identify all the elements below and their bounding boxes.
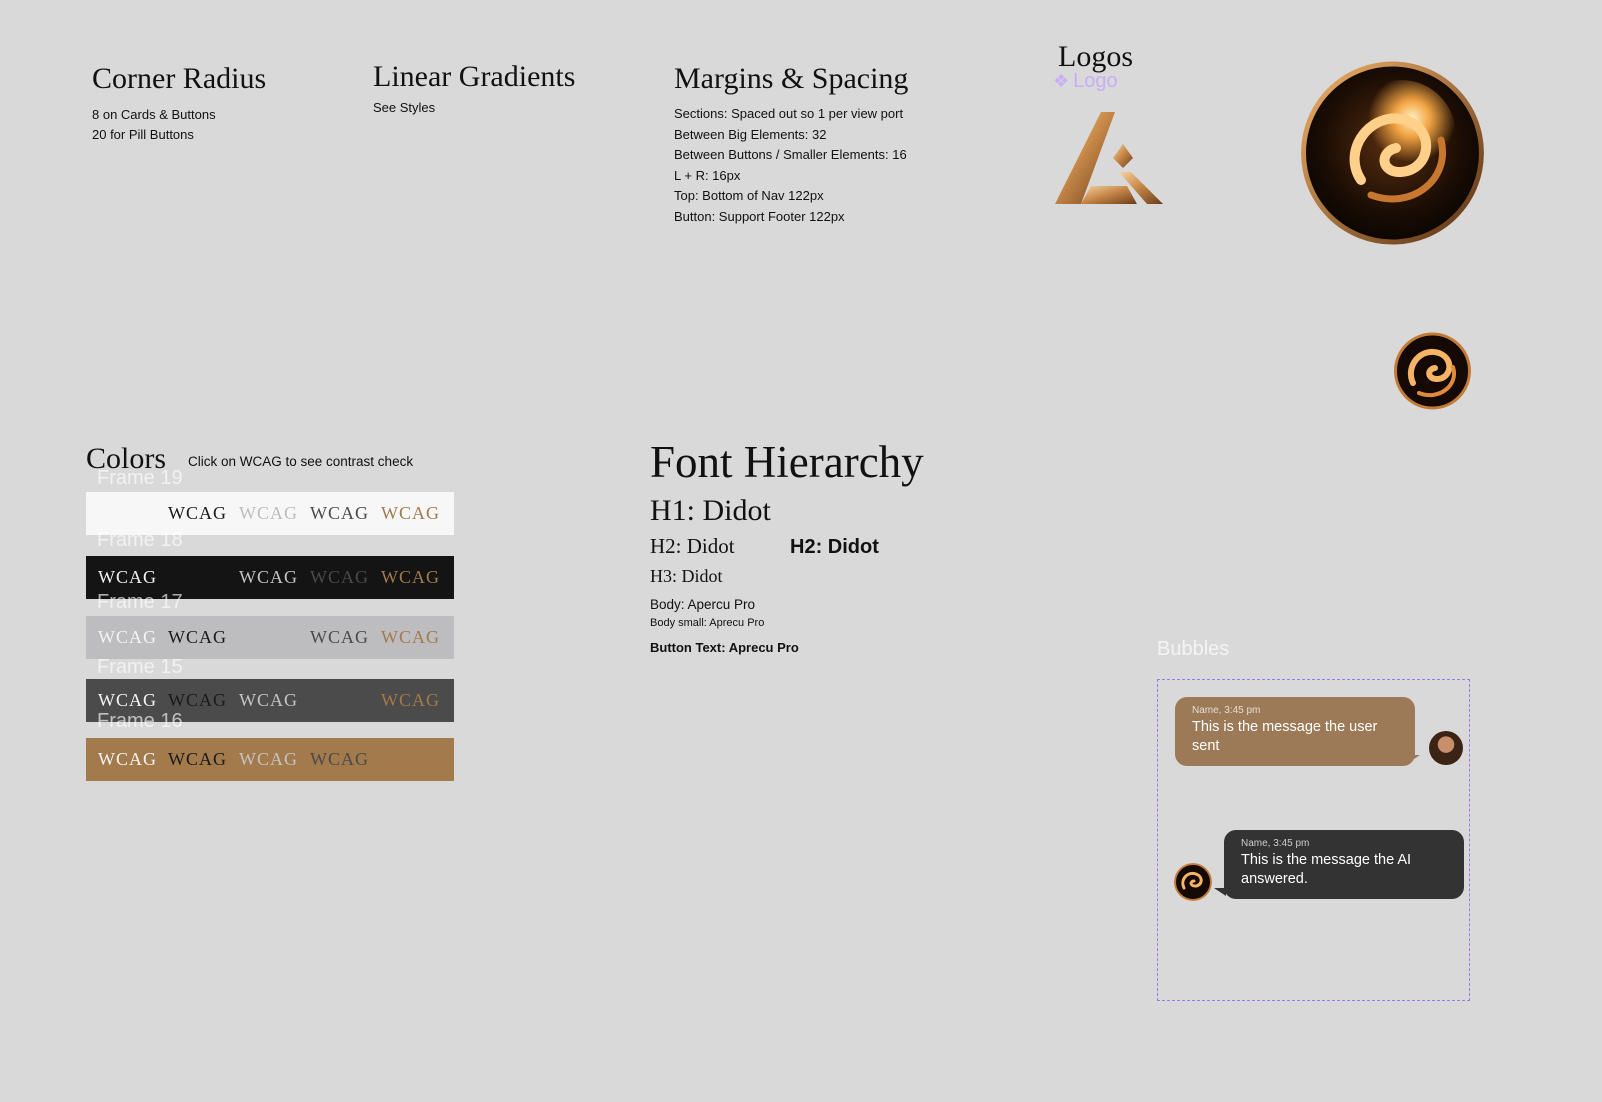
wcag-check[interactable]: WCAG [98,567,157,587]
wcag-check[interactable]: WCAG [381,627,440,647]
wcag-check[interactable]: WCAG [98,627,157,647]
wcag-check[interactable]: WCAG [239,749,298,769]
colors-hint: Click on WCAG to see contrast check [188,454,414,469]
frame-label: Frame 18 [97,529,183,551]
margins-line: L + R: 16px [674,167,741,183]
margins-notes [674,104,907,227]
body-sample: Body: Apercu Pro [650,597,756,612]
user-message-bubble [1175,697,1415,766]
bubbles-title: Bubbles [1157,638,1230,660]
corner-radius-notes [92,105,216,145]
corner-radius-title: Corner Radius [92,62,267,95]
margins-line: Between Buttons / Smaller Elements: 16 [674,147,907,162]
logos-title: Logos [1058,40,1133,73]
user-avatar[interactable] [1429,731,1463,765]
body-small-sample: Body small: Aprecu Pro [650,617,765,629]
colors-title: Colors [86,442,167,475]
swirl-orb-logo-small [1393,331,1472,411]
margins-line: Top: Bottom of Nav 122px [674,188,824,203]
logo-component-label[interactable] [1053,70,1118,93]
color-swatch-light-gray [86,616,454,659]
margins-line: Sections: Spaced out so 1 per view port [674,106,904,121]
wcag-check[interactable]: WCAG [168,503,227,523]
wcag-check[interactable]: WCAG [168,690,227,710]
font-hierarchy-title: Font Hierarchy [650,437,924,487]
wcag-check[interactable]: WCAG [381,567,440,587]
swirl-orb-logo-large [1301,60,1484,246]
margins-line: Between Big Elements: 32 [674,126,827,142]
linear-gradients-note: See Styles [373,100,436,115]
margins-title: Margins & Spacing [674,62,909,95]
logo-component-text: Logo [1073,70,1118,92]
color-swatch-bronze [86,738,454,781]
wcag-check[interactable]: WCAG [310,749,369,769]
frame-label: Frame 16 [97,710,183,732]
corner-radius-line: 20 for Pill Buttons [92,127,194,142]
ai-message-bubble [1224,830,1464,899]
h1-sample: H1: Didot [650,494,771,527]
message-meta: Name, 3:45 pm [1241,838,1310,849]
wcag-check[interactable]: WCAG [310,567,369,587]
component-icon: ❖ [1053,71,1070,91]
linear-gradients-title: Linear Gradients [373,60,576,93]
frame-label: Frame 17 [97,591,183,613]
h2-sample: H2: Didot [650,534,735,558]
frame-label: Frame 19 [97,467,183,489]
wcag-check[interactable]: WCAG [381,690,440,710]
message-meta: Name, 3:45 pm [1192,705,1261,716]
margins-line: Button: Support Footer 122px [674,208,845,224]
ai-avatar[interactable] [1174,863,1212,901]
corner-radius-line: 8 on Cards & Buttons [92,107,216,122]
wcag-check[interactable]: WCAG [239,690,298,710]
frame-label: Frame 15 [97,656,183,678]
wcag-check[interactable]: WCAG [381,503,440,523]
message-text: This is the message the user sent [1192,719,1378,754]
message-text: This is the message the AI answered. [1241,852,1412,887]
wcag-check[interactable]: WCAG [98,749,157,769]
wcag-check[interactable]: WCAG [168,749,227,769]
wcag-check[interactable]: WCAG [239,567,298,587]
button-text-sample: Button Text: Aprecu Pro [650,640,799,655]
h2-sample-sans: H2: Didot [790,536,879,558]
bubble-tail-icon [1214,888,1226,896]
wcag-check[interactable]: WCAG [168,627,227,647]
bubble-tail-icon [1408,755,1420,763]
wcag-check[interactable]: WCAG [310,503,369,523]
wcag-check[interactable]: WCAG [310,627,369,647]
h3-sample: H3: Didot [650,566,723,586]
wcag-check[interactable]: WCAG [239,503,298,523]
brand-logo-mark [1053,110,1163,210]
wcag-check[interactable]: WCAG [98,690,157,710]
